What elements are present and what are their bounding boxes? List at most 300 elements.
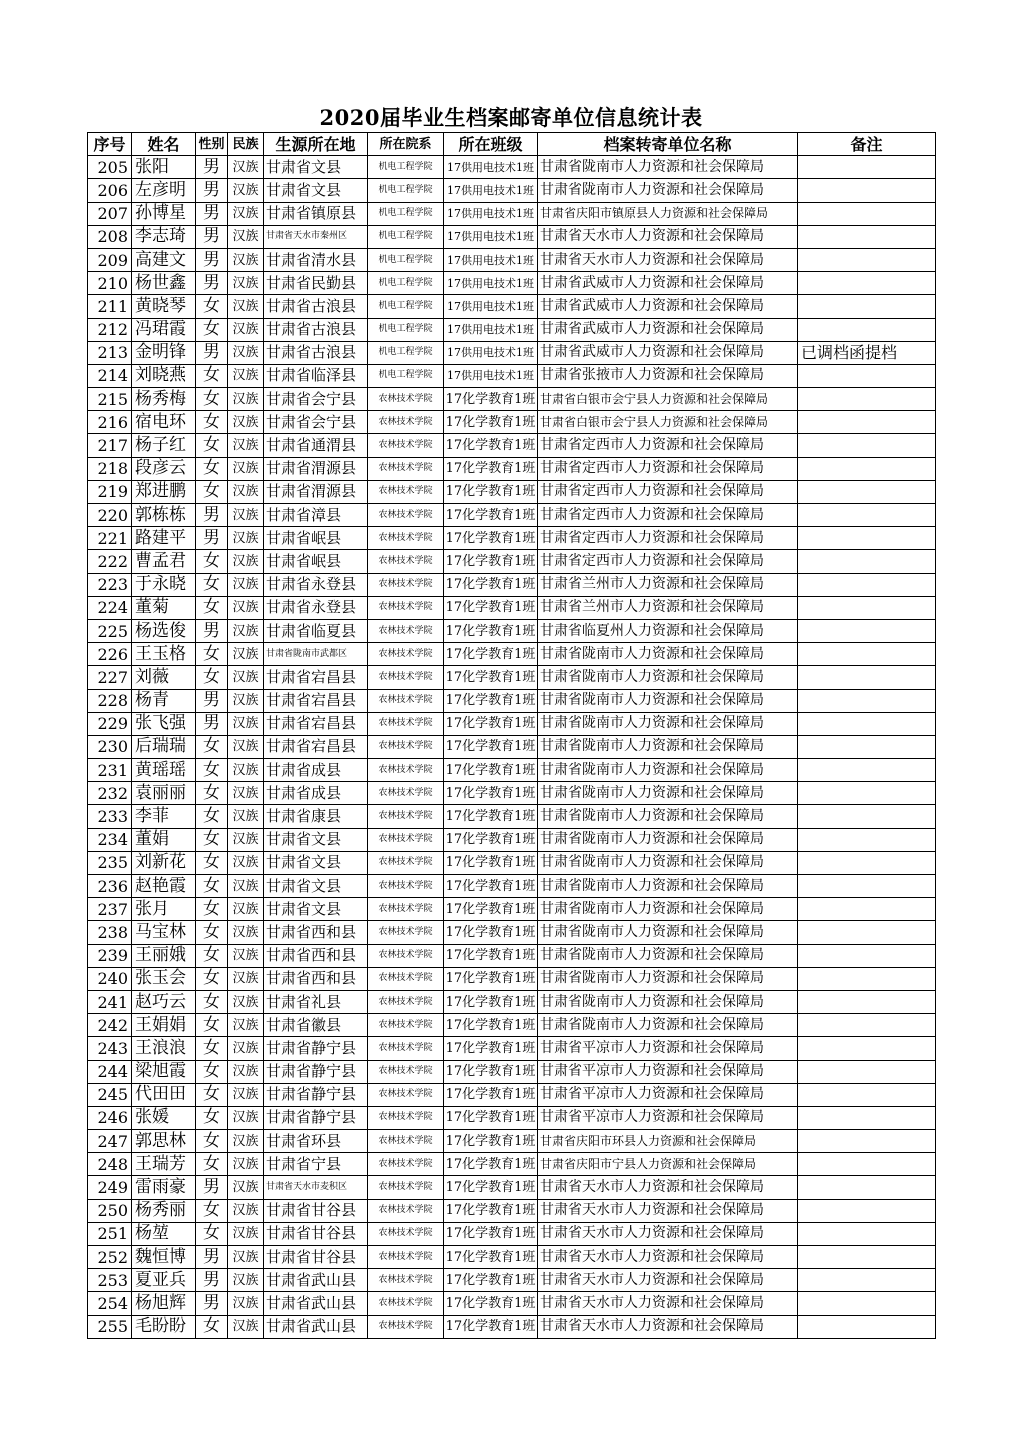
cell-sex: 女: [196, 898, 228, 921]
cell-no: 232: [88, 782, 132, 805]
cell-no: 239: [88, 944, 132, 967]
cell-sex: 女: [196, 1315, 228, 1338]
cell-note: [798, 967, 936, 990]
cell-dept: 农林技术学院: [368, 828, 444, 851]
cell-dept: 农林技术学院: [368, 619, 444, 642]
cell-sex: 女: [196, 411, 228, 434]
cell-dept: 农林技术学院: [368, 805, 444, 828]
header-cell-no: 序号: [88, 133, 132, 156]
cell-ethnicity: 汉族: [228, 248, 264, 271]
cell-sex: 女: [196, 735, 228, 758]
cell-origin: 甘肃省甘谷县: [264, 1246, 368, 1269]
cell-no: 254: [88, 1292, 132, 1315]
table-row: [88, 735, 936, 758]
cell-no: 220: [88, 504, 132, 527]
cell-sex: 女: [196, 643, 228, 666]
cell-ethnicity: 汉族: [228, 364, 264, 387]
cell-class: 17化学教育1班: [444, 643, 538, 666]
cell-dept: 农林技术学院: [368, 898, 444, 921]
cell-unit: 甘肃省临夏州人力资源和社会保障局: [538, 619, 798, 642]
cell-unit: 甘肃省陇南市人力资源和社会保障局: [538, 967, 798, 990]
cell-class: 17供用电技术1班: [444, 248, 538, 271]
cell-name: 杨子红: [132, 434, 196, 457]
cell-dept: 机电工程学院: [368, 318, 444, 341]
cell-class: 17化学教育1班: [444, 1037, 538, 1060]
cell-sex: 女: [196, 457, 228, 480]
cell-sex: 女: [196, 782, 228, 805]
cell-dept: 农林技术学院: [368, 1315, 444, 1338]
cell-note: [798, 364, 936, 387]
table-row: [88, 272, 936, 295]
cell-no: 238: [88, 921, 132, 944]
cell-class: 17化学教育1班: [444, 851, 538, 874]
cell-origin: 甘肃省宕昌县: [264, 689, 368, 712]
cell-dept: 机电工程学院: [368, 156, 444, 179]
cell-no: 234: [88, 828, 132, 851]
cell-unit: 甘肃省天水市人力资源和社会保障局: [538, 1176, 798, 1199]
cell-dept: 机电工程学院: [368, 364, 444, 387]
cell-unit: 甘肃省定西市人力资源和社会保障局: [538, 480, 798, 503]
table-row: [88, 1176, 936, 1199]
cell-ethnicity: 汉族: [228, 1014, 264, 1037]
cell-ethnicity: 汉族: [228, 411, 264, 434]
cell-origin: 甘肃省古浪县: [264, 341, 368, 364]
cell-origin: 甘肃省通渭县: [264, 434, 368, 457]
cell-name: 高建文: [132, 248, 196, 271]
table-row: [88, 643, 936, 666]
cell-dept: 农林技术学院: [368, 990, 444, 1013]
cell-no: 247: [88, 1130, 132, 1153]
cell-origin: 甘肃省宕昌县: [264, 666, 368, 689]
cell-origin: 甘肃省永登县: [264, 596, 368, 619]
cell-no: 214: [88, 364, 132, 387]
table-row: [88, 1130, 936, 1153]
cell-no: 250: [88, 1199, 132, 1222]
cell-no: 231: [88, 759, 132, 782]
cell-unit: 甘肃省陇南市人力资源和社会保障局: [538, 851, 798, 874]
cell-dept: 机电工程学院: [368, 295, 444, 318]
cell-ethnicity: 汉族: [228, 434, 264, 457]
cell-note: [798, 851, 936, 874]
cell-ethnicity: 汉族: [228, 1222, 264, 1245]
cell-sex: 女: [196, 944, 228, 967]
cell-class: 17化学教育1班: [444, 457, 538, 480]
cell-origin: 甘肃省成县: [264, 782, 368, 805]
cell-unit: 甘肃省定西市人力资源和社会保障局: [538, 457, 798, 480]
cell-dept: 农林技术学院: [368, 967, 444, 990]
cell-dept: 农林技术学院: [368, 1176, 444, 1199]
cell-no: 229: [88, 712, 132, 735]
cell-note: [798, 318, 936, 341]
cell-class: 17化学教育1班: [444, 1176, 538, 1199]
table-row: [88, 1060, 936, 1083]
cell-origin: 甘肃省临夏县: [264, 619, 368, 642]
cell-ethnicity: 汉族: [228, 272, 264, 295]
header-cell-unit: 档案转寄单位名称: [538, 133, 798, 156]
cell-sex: 男: [196, 712, 228, 735]
cell-no: 224: [88, 596, 132, 619]
cell-name: 王瑞芳: [132, 1153, 196, 1176]
cell-no: 227: [88, 666, 132, 689]
table-row: [88, 712, 936, 735]
cell-origin: 甘肃省古浪县: [264, 318, 368, 341]
table-row: [88, 457, 936, 480]
cell-note: [798, 411, 936, 434]
cell-name: 冯珺霞: [132, 318, 196, 341]
table-row: [88, 480, 936, 503]
table-row: [88, 248, 936, 271]
cell-name: 杨秀丽: [132, 1199, 196, 1222]
cell-ethnicity: 汉族: [228, 944, 264, 967]
cell-ethnicity: 汉族: [228, 712, 264, 735]
cell-name: 马宝林: [132, 921, 196, 944]
cell-unit: 甘肃省天水市人力资源和社会保障局: [538, 1246, 798, 1269]
cell-no: 249: [88, 1176, 132, 1199]
cell-dept: 农林技术学院: [368, 875, 444, 898]
cell-class: 17化学教育1班: [444, 1060, 538, 1083]
cell-unit: 甘肃省陇南市人力资源和社会保障局: [538, 898, 798, 921]
cell-ethnicity: 汉族: [228, 202, 264, 225]
cell-no: 241: [88, 990, 132, 1013]
cell-unit: 甘肃省庆阳市镇原县人力资源和社会保障局: [538, 202, 798, 225]
cell-class: 17化学教育1班: [444, 805, 538, 828]
cell-note: [798, 1153, 936, 1176]
table-row: [88, 550, 936, 573]
cell-dept: 农林技术学院: [368, 782, 444, 805]
cell-sex: 女: [196, 1199, 228, 1222]
cell-no: 251: [88, 1222, 132, 1245]
cell-name: 王丽娥: [132, 944, 196, 967]
table-row: [88, 1037, 936, 1060]
cell-unit: 甘肃省陇南市人力资源和社会保障局: [538, 689, 798, 712]
cell-dept: 农林技术学院: [368, 643, 444, 666]
cell-unit: 甘肃省陇南市人力资源和社会保障局: [538, 805, 798, 828]
cell-origin: 甘肃省天水市麦积区: [264, 1176, 368, 1199]
cell-origin: 甘肃省临泽县: [264, 364, 368, 387]
cell-no: 236: [88, 875, 132, 898]
cell-sex: 女: [196, 480, 228, 503]
cell-no: 207: [88, 202, 132, 225]
cell-name: 张飞强: [132, 712, 196, 735]
cell-no: 252: [88, 1246, 132, 1269]
cell-sex: 女: [196, 1014, 228, 1037]
cell-note: [798, 1315, 936, 1338]
cell-ethnicity: 汉族: [228, 805, 264, 828]
header-cell-note: 备注: [798, 133, 936, 156]
cell-name: 后瑞瑞: [132, 735, 196, 758]
cell-ethnicity: 汉族: [228, 341, 264, 364]
cell-unit: 甘肃省定西市人力资源和社会保障局: [538, 527, 798, 550]
cell-unit: 甘肃省武威市人力资源和社会保障局: [538, 318, 798, 341]
cell-class: 17化学教育1班: [444, 1014, 538, 1037]
cell-class: 17供用电技术1班: [444, 364, 538, 387]
cell-unit: 甘肃省陇南市人力资源和社会保障局: [538, 990, 798, 1013]
cell-unit: 甘肃省陇南市人力资源和社会保障局: [538, 735, 798, 758]
cell-sex: 男: [196, 689, 228, 712]
cell-sex: 女: [196, 1083, 228, 1106]
cell-class: 17化学教育1班: [444, 596, 538, 619]
cell-origin: 甘肃省文县: [264, 179, 368, 202]
cell-ethnicity: 汉族: [228, 689, 264, 712]
cell-class: 17化学教育1班: [444, 898, 538, 921]
cell-no: 213: [88, 341, 132, 364]
table-row: [88, 921, 936, 944]
cell-unit: 甘肃省平凉市人力资源和社会保障局: [538, 1037, 798, 1060]
header-cell-sex: 性别: [196, 133, 228, 156]
cell-no: 212: [88, 318, 132, 341]
cell-dept: 农林技术学院: [368, 573, 444, 596]
cell-ethnicity: 汉族: [228, 504, 264, 527]
table-row: [88, 1246, 936, 1269]
archive-table: [87, 132, 936, 1339]
cell-note: [798, 1060, 936, 1083]
cell-unit: 甘肃省定西市人力资源和社会保障局: [538, 434, 798, 457]
cell-ethnicity: 汉族: [228, 875, 264, 898]
cell-ethnicity: 汉族: [228, 156, 264, 179]
cell-origin: 甘肃省永登县: [264, 573, 368, 596]
cell-origin: 甘肃省民勤县: [264, 272, 368, 295]
cell-name: 张玉会: [132, 967, 196, 990]
cell-unit: 甘肃省陇南市人力资源和社会保障局: [538, 828, 798, 851]
cell-sex: 女: [196, 295, 228, 318]
table-row: [88, 527, 936, 550]
cell-name: 刘薇: [132, 666, 196, 689]
cell-dept: 农林技术学院: [368, 666, 444, 689]
cell-note: [798, 179, 936, 202]
table-row: [88, 619, 936, 642]
cell-unit: 甘肃省陇南市人力资源和社会保障局: [538, 179, 798, 202]
cell-ethnicity: 汉族: [228, 643, 264, 666]
cell-class: 17化学教育1班: [444, 990, 538, 1013]
cell-dept: 农林技术学院: [368, 388, 444, 411]
cell-origin: 甘肃省岷县: [264, 527, 368, 550]
cell-name: 黄晓琴: [132, 295, 196, 318]
cell-unit: 甘肃省定西市人力资源和社会保障局: [538, 504, 798, 527]
cell-no: 225: [88, 619, 132, 642]
cell-sex: 男: [196, 527, 228, 550]
cell-origin: 甘肃省陇南市武都区: [264, 643, 368, 666]
cell-class: 17化学教育1班: [444, 1106, 538, 1129]
cell-note: [798, 689, 936, 712]
cell-sex: 男: [196, 179, 228, 202]
cell-no: 205: [88, 156, 132, 179]
cell-class: 17供用电技术1班: [444, 225, 538, 248]
cell-origin: 甘肃省宕昌县: [264, 712, 368, 735]
cell-name: 刘晓燕: [132, 364, 196, 387]
cell-origin: 甘肃省西和县: [264, 921, 368, 944]
cell-dept: 机电工程学院: [368, 202, 444, 225]
cell-note: [798, 712, 936, 735]
cell-unit: 甘肃省天水市人力资源和社会保障局: [538, 1199, 798, 1222]
cell-note: [798, 782, 936, 805]
cell-dept: 机电工程学院: [368, 272, 444, 295]
cell-no: 255: [88, 1315, 132, 1338]
cell-name: 王娟娟: [132, 1014, 196, 1037]
cell-note: [798, 1083, 936, 1106]
cell-note: [798, 735, 936, 758]
cell-class: 17化学教育1班: [444, 1153, 538, 1176]
cell-no: 230: [88, 735, 132, 758]
cell-dept: 机电工程学院: [368, 248, 444, 271]
cell-dept: 农林技术学院: [368, 1199, 444, 1222]
cell-note: [798, 1106, 936, 1129]
table-row: [88, 666, 936, 689]
cell-unit: 甘肃省兰州市人力资源和社会保障局: [538, 596, 798, 619]
cell-class: 17化学教育1班: [444, 1269, 538, 1292]
cell-name: 宿电环: [132, 411, 196, 434]
cell-class: 17化学教育1班: [444, 1083, 538, 1106]
cell-sex: 女: [196, 1060, 228, 1083]
table-row: [88, 504, 936, 527]
cell-note: [798, 666, 936, 689]
cell-note: [798, 619, 936, 642]
table-row: [88, 179, 936, 202]
cell-name: 毛盼盼: [132, 1315, 196, 1338]
cell-sex: 女: [196, 434, 228, 457]
cell-ethnicity: 汉族: [228, 225, 264, 248]
cell-ethnicity: 汉族: [228, 666, 264, 689]
cell-origin: 甘肃省宕昌县: [264, 735, 368, 758]
cell-dept: 农林技术学院: [368, 1037, 444, 1060]
cell-class: 17化学教育1班: [444, 411, 538, 434]
table-row: [88, 1153, 936, 1176]
cell-ethnicity: 汉族: [228, 550, 264, 573]
cell-class: 17化学教育1班: [444, 1199, 538, 1222]
cell-note: [798, 527, 936, 550]
cell-unit: 甘肃省武威市人力资源和社会保障局: [538, 272, 798, 295]
cell-name: 杨旭辉: [132, 1292, 196, 1315]
cell-name: 郭思林: [132, 1130, 196, 1153]
cell-dept: 农林技术学院: [368, 1222, 444, 1245]
cell-sex: 男: [196, 248, 228, 271]
cell-name: 梁旭霞: [132, 1060, 196, 1083]
cell-ethnicity: 汉族: [228, 967, 264, 990]
table-row: [88, 1014, 936, 1037]
cell-ethnicity: 汉族: [228, 480, 264, 503]
cell-unit: 甘肃省天水市人力资源和社会保障局: [538, 1315, 798, 1338]
cell-sex: 女: [196, 364, 228, 387]
cell-unit: 甘肃省平凉市人力资源和社会保障局: [538, 1106, 798, 1129]
cell-name: 代田田: [132, 1083, 196, 1106]
cell-note: [798, 643, 936, 666]
table-row: [88, 990, 936, 1013]
table-row: [88, 851, 936, 874]
table-row: [88, 202, 936, 225]
cell-no: 228: [88, 689, 132, 712]
table-row: [88, 875, 936, 898]
cell-note: [798, 434, 936, 457]
cell-note: 已调档函提档: [798, 341, 936, 364]
cell-sex: 女: [196, 388, 228, 411]
cell-unit: 甘肃省白银市会宁县人力资源和社会保障局: [538, 388, 798, 411]
cell-class: 17化学教育1班: [444, 1246, 538, 1269]
cell-sex: 女: [196, 666, 228, 689]
cell-ethnicity: 汉族: [228, 1292, 264, 1315]
table-row: [88, 759, 936, 782]
header-cell-name: 姓名: [132, 133, 196, 156]
table-row: [88, 689, 936, 712]
cell-class: 17供用电技术1班: [444, 341, 538, 364]
cell-note: [798, 1176, 936, 1199]
cell-note: [798, 990, 936, 1013]
cell-class: 17化学教育1班: [444, 875, 538, 898]
cell-sex: 女: [196, 967, 228, 990]
cell-unit: 甘肃省陇南市人力资源和社会保障局: [538, 944, 798, 967]
cell-dept: 机电工程学院: [368, 225, 444, 248]
table-row: [88, 805, 936, 828]
cell-unit: 甘肃省天水市人力资源和社会保障局: [538, 1269, 798, 1292]
cell-note: [798, 295, 936, 318]
cell-dept: 农林技术学院: [368, 735, 444, 758]
cell-origin: 甘肃省徽县: [264, 1014, 368, 1037]
cell-origin: 甘肃省环县: [264, 1130, 368, 1153]
cell-note: [798, 921, 936, 944]
cell-unit: 甘肃省白银市会宁县人力资源和社会保障局: [538, 411, 798, 434]
cell-origin: 甘肃省文县: [264, 828, 368, 851]
cell-ethnicity: 汉族: [228, 735, 264, 758]
cell-class: 17化学教育1班: [444, 1130, 538, 1153]
cell-origin: 甘肃省静宁县: [264, 1083, 368, 1106]
cell-sex: 男: [196, 504, 228, 527]
table-row: [88, 1083, 936, 1106]
cell-note: [798, 805, 936, 828]
cell-ethnicity: 汉族: [228, 898, 264, 921]
cell-note: [798, 828, 936, 851]
cell-name: 魏恒博: [132, 1246, 196, 1269]
cell-no: 240: [88, 967, 132, 990]
cell-dept: 农林技术学院: [368, 1153, 444, 1176]
cell-note: [798, 1222, 936, 1245]
cell-no: 209: [88, 248, 132, 271]
cell-ethnicity: 汉族: [228, 388, 264, 411]
header-row: [88, 133, 936, 156]
cell-class: 17化学教育1班: [444, 1222, 538, 1245]
cell-origin: 甘肃省甘谷县: [264, 1199, 368, 1222]
cell-name: 赵艳霞: [132, 875, 196, 898]
cell-name: 孙博星: [132, 202, 196, 225]
table-row: [88, 967, 936, 990]
cell-note: [798, 225, 936, 248]
cell-unit: 甘肃省天水市人力资源和社会保障局: [538, 1292, 798, 1315]
cell-unit: 甘肃省天水市人力资源和社会保障局: [538, 1222, 798, 1245]
cell-name: 董娟: [132, 828, 196, 851]
cell-sex: 男: [196, 156, 228, 179]
cell-name: 董菊: [132, 596, 196, 619]
cell-sex: 女: [196, 573, 228, 596]
cell-ethnicity: 汉族: [228, 295, 264, 318]
table-row: [88, 411, 936, 434]
table-row: [88, 1315, 936, 1338]
cell-unit: 甘肃省武威市人力资源和社会保障局: [538, 341, 798, 364]
table-row: [88, 1222, 936, 1245]
cell-unit: 甘肃省平凉市人力资源和社会保障局: [538, 1060, 798, 1083]
cell-ethnicity: 汉族: [228, 990, 264, 1013]
cell-name: 刘新花: [132, 851, 196, 874]
cell-origin: 甘肃省文县: [264, 156, 368, 179]
cell-sex: 男: [196, 1269, 228, 1292]
cell-class: 17化学教育1班: [444, 712, 538, 735]
cell-no: 208: [88, 225, 132, 248]
cell-ethnicity: 汉族: [228, 1199, 264, 1222]
table-row: [88, 1292, 936, 1315]
cell-dept: 农林技术学院: [368, 411, 444, 434]
cell-note: [798, 550, 936, 573]
cell-ethnicity: 汉族: [228, 921, 264, 944]
cell-no: 242: [88, 1014, 132, 1037]
cell-class: 17化学教育1班: [444, 735, 538, 758]
table-row: [88, 156, 936, 179]
cell-origin: 甘肃省文县: [264, 898, 368, 921]
